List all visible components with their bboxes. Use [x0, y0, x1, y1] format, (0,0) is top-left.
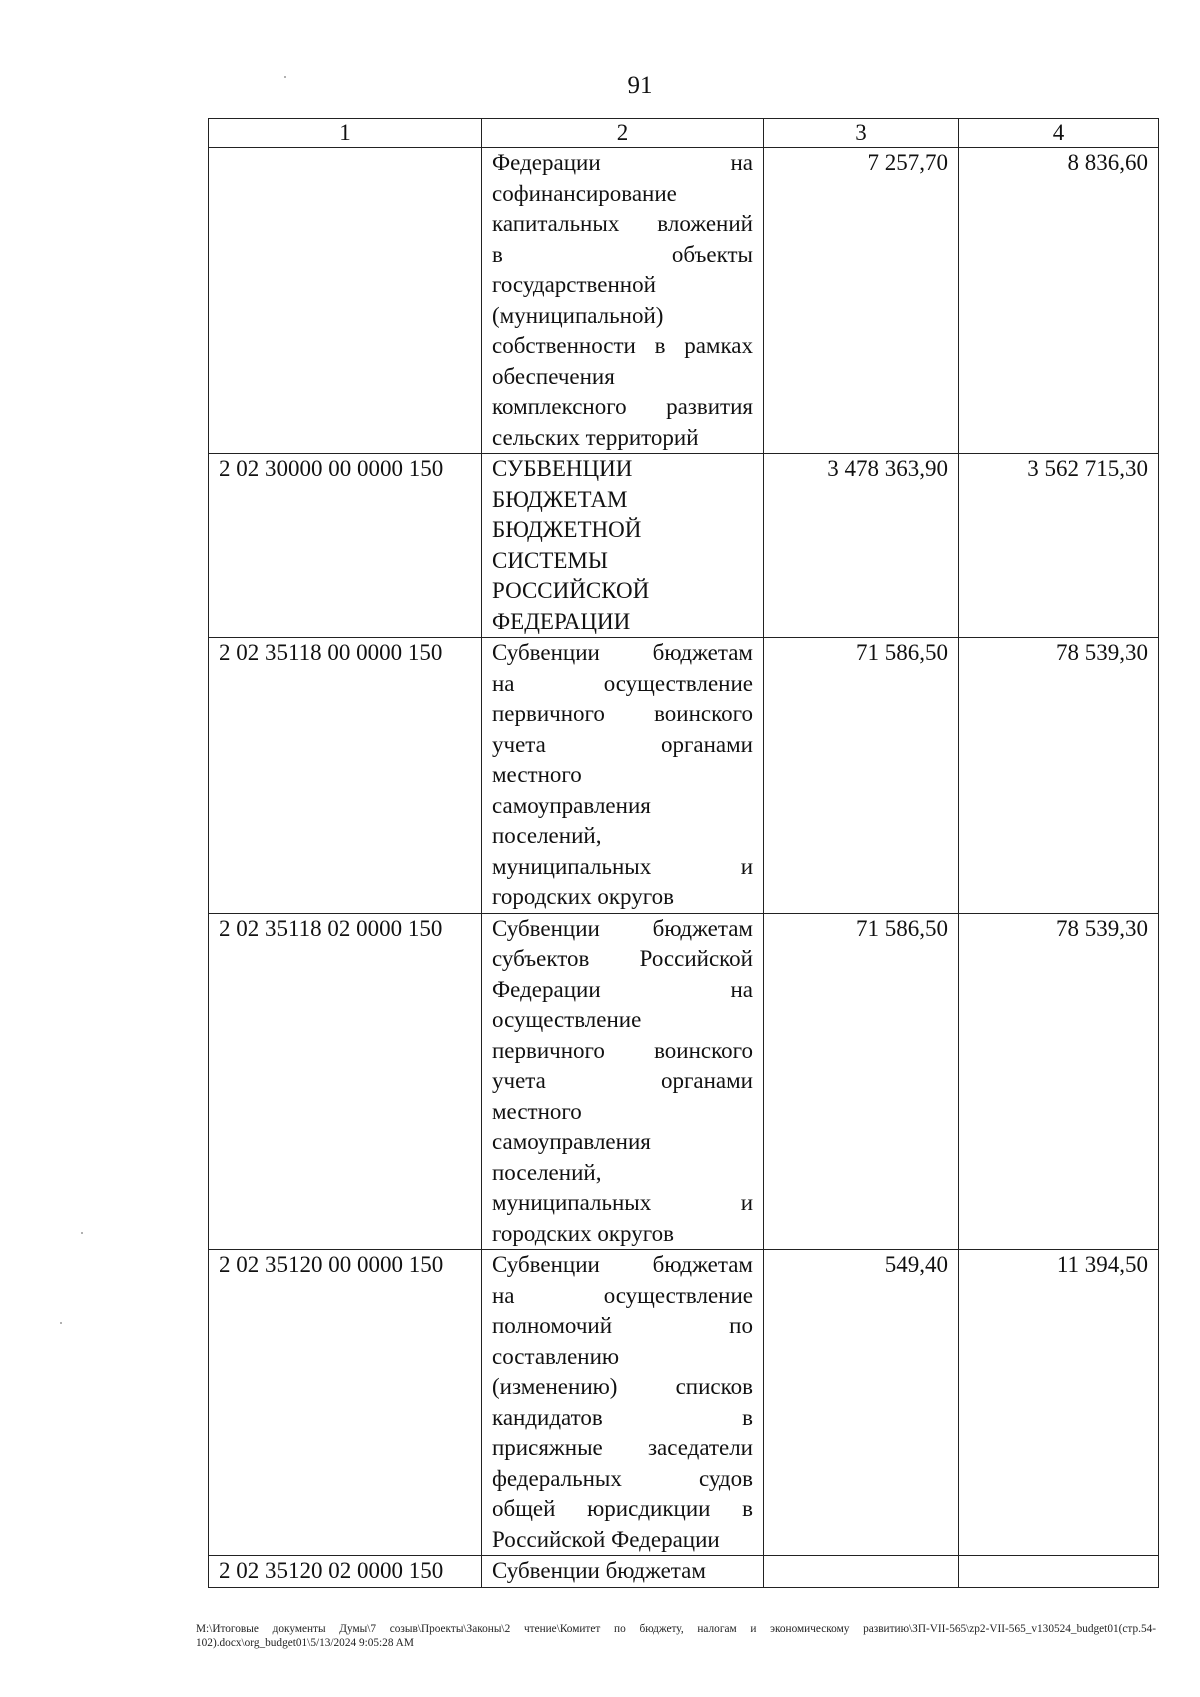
budget-code-cell: 2 02 35120 02 0000 150	[209, 1556, 482, 1588]
description-line: муниципальных и	[492, 853, 753, 879]
description-line: софинансирование	[492, 180, 677, 206]
description-line: Федерации на	[492, 150, 753, 175]
description-line: самоуправления	[492, 1129, 651, 1154]
description-cell	[482, 913, 764, 1250]
description-line: в объекты	[492, 241, 753, 267]
table-row	[209, 913, 1159, 1250]
amount-col-3-cell: 7 257,70	[764, 148, 959, 454]
budget-code-cell	[209, 148, 482, 454]
description-line: городских округов	[492, 884, 674, 909]
description-line: обеспечения	[492, 363, 615, 389]
scan-speck	[284, 76, 286, 78]
amount-col-3-cell: 71 586,50	[764, 913, 959, 1250]
description-line: городских округов	[492, 1220, 674, 1246]
description-line: (изменению) списков	[492, 1374, 753, 1399]
description-line: БЮДЖЕТНОЙ	[492, 517, 642, 542]
description-line: СИСТЕМЫ	[492, 547, 608, 573]
budget-code-cell: 2 02 35118 00 0000 150	[209, 638, 482, 914]
description-line: первичного воинского	[492, 701, 753, 726]
description-line: учета органами	[492, 731, 753, 757]
description-line: БЮДЖЕТАМ	[492, 486, 628, 512]
table-row	[209, 148, 1159, 454]
header-col-1: 1	[209, 119, 482, 148]
description-line: местного	[492, 1098, 582, 1124]
description-line: Субвенции бюджетам	[492, 915, 753, 941]
description-line: на осуществление	[492, 670, 753, 696]
description-cell	[482, 638, 764, 914]
header-col-3: 3	[764, 119, 959, 148]
description-line: на осуществление	[492, 1282, 753, 1308]
amount-col-4-cell	[959, 1556, 1159, 1588]
amount-col-4-cell: 78 539,30	[959, 638, 1159, 914]
description-line: СУБВЕНЦИИ	[492, 456, 633, 481]
description-line: капитальных вложений	[492, 211, 753, 236]
header-col-4: 4	[959, 119, 1159, 148]
description-line: составлению	[492, 1343, 620, 1369]
scan-speck	[60, 1322, 62, 1324]
description-cell	[482, 148, 764, 454]
description-cell	[482, 1250, 764, 1556]
amount-col-4-cell: 11 394,50	[959, 1250, 1159, 1556]
description-line: РОССИЙСКОЙ	[492, 578, 650, 603]
description-line: ФЕДЕРАЦИИ	[492, 608, 631, 634]
description-line: присяжные заседатели	[492, 1435, 753, 1460]
budget-code-cell: 2 02 30000 00 0000 150	[209, 454, 482, 638]
budget-table	[208, 118, 1159, 1588]
amount-col-3-cell: 3 478 363,90	[764, 454, 959, 638]
scan-speck	[81, 1232, 83, 1234]
description-line: муниципальных и	[492, 1190, 753, 1215]
description-line: поселений,	[492, 823, 602, 848]
description-cell	[482, 454, 764, 638]
amount-col-3-cell: 549,40	[764, 1250, 959, 1556]
description-line: общей юрисдикции в	[492, 1496, 753, 1521]
table-row	[209, 454, 1159, 638]
amount-col-3-cell	[764, 1556, 959, 1588]
description-line: Субвенции бюджетам	[492, 1558, 706, 1583]
table-header-row	[209, 119, 1159, 148]
description-line: самоуправления	[492, 792, 651, 818]
description-line: собственности в рамках	[492, 333, 753, 358]
budget-code-cell: 2 02 35120 00 0000 150	[209, 1250, 482, 1556]
amount-col-4-cell: 8 836,60	[959, 148, 1159, 454]
table-row	[209, 638, 1159, 914]
page-number: 91	[627, 72, 653, 99]
description-line: поселений,	[492, 1159, 602, 1185]
amount-col-4-cell: 78 539,30	[959, 913, 1159, 1250]
description-line: сельских территорий	[492, 424, 699, 450]
table-row	[209, 1556, 1159, 1588]
amount-col-4-cell: 3 562 715,30	[959, 454, 1159, 638]
description-line: федеральных судов	[492, 1465, 753, 1491]
description-line: Субвенции бюджетам	[492, 640, 753, 665]
description-line: местного	[492, 762, 582, 787]
description-line: Федерации на	[492, 976, 753, 1002]
header-col-2: 2	[482, 119, 764, 148]
description-line: учета органами	[492, 1068, 753, 1093]
description-line: государственной	[492, 272, 656, 297]
description-line: субъектов Российской	[492, 946, 753, 971]
description-cell	[482, 1556, 764, 1588]
description-line: первичного воинского	[492, 1037, 753, 1063]
description-line: Российской Федерации	[492, 1526, 720, 1552]
description-line: кандидатов в	[492, 1404, 753, 1430]
file-path-footer: M:\Итоговые документы Думы\7 созыв\Проекты\Законы\2 чтение\Комитет по бюджету, налогам и экономическому развитию\ЗП-VII-565\zp2-VII-565_v130524_budget01(стр.54-102).docx\org_budget01\5/13/2024 9:05:28 AM	[196, 1623, 1156, 1649]
amount-col-3-cell: 71 586,50	[764, 638, 959, 914]
description-line: осуществление	[492, 1007, 642, 1032]
table-row	[209, 1250, 1159, 1556]
budget-code-cell: 2 02 35118 02 0000 150	[209, 913, 482, 1250]
table-body	[209, 148, 1159, 1588]
description-line: полномочий по	[492, 1313, 753, 1338]
description-line: комплексного развития	[492, 394, 753, 419]
description-line: Субвенции бюджетам	[492, 1252, 753, 1277]
description-line: (муниципальной)	[492, 302, 664, 328]
